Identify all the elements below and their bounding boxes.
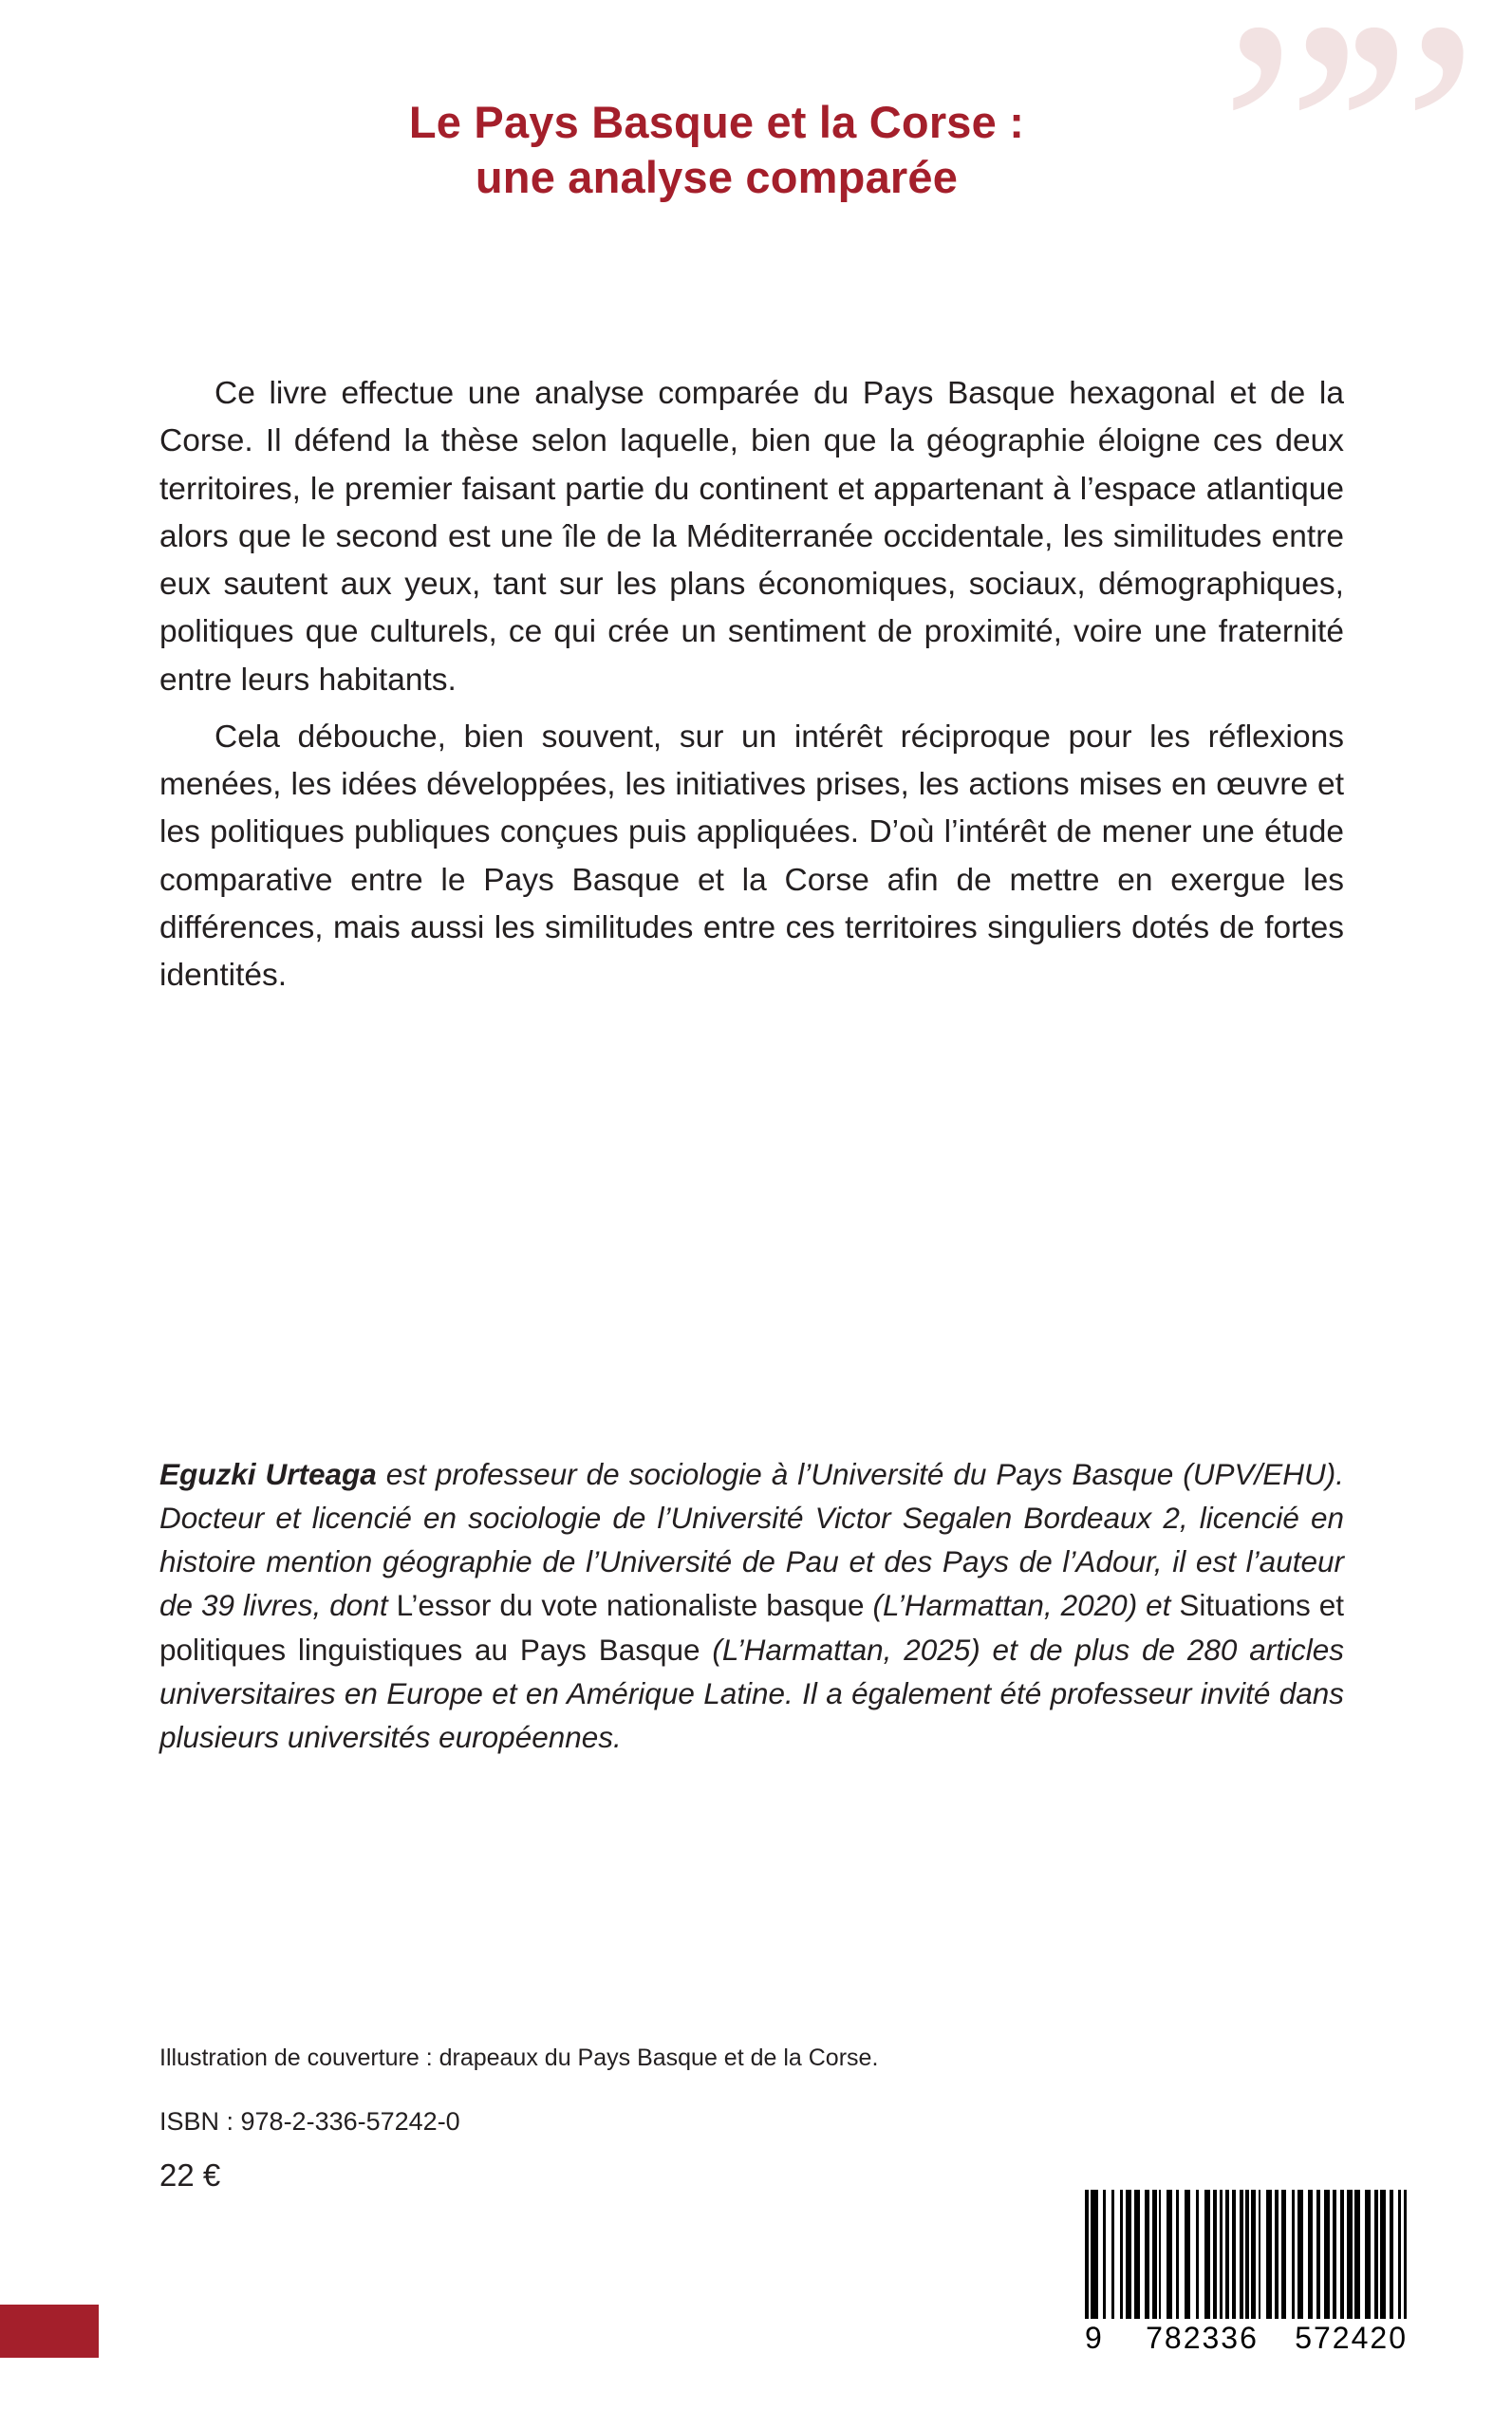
barcode-group1: 782336 [1146,2321,1259,2355]
isbn-text: ISBN : 978-2-336-57242-0 [159,2107,460,2136]
illustration-credit: Illustration de couverture : drapeaux du Pays Basque et de la Corse. [159,2045,879,2071]
page-title [104,95,1329,206]
author-bio-part3: (L’Harmattan, 2025) et de plus de 280 articles universitaires en Europe et en Amérique Latine. Il a également été professeur invité dans plusieurs universités européennes. [159,1632,1344,1754]
barcode-lead-digit: 9 [1085,2321,1104,2355]
page-title-line1: Le Pays Basque et la Corse : [408,97,1025,147]
barcode [1085,2190,1408,2356]
blurb-paragraph: Cela débouche, bien souvent, sur un intérêt réciproque pour les réflexions menées, les idées développées, les initiatives prises, les actions mises en œuvre et les politiques publiques conçues puis appliquées. D’où l’intérêt de mener une étude comparative entre le Pays Basque et la Corse afin de mettre en exergue les différences, mais aussi les similitudes entre ces territoires singuliers dotés de fortes identités. [159,719,1344,993]
author-name: Eguzki Urteaga [159,1457,377,1491]
cover-footer [159,2043,938,2194]
blurb-paragraph: Ce livre effectue une analyse comparée du Pays Basque hexagonal et de la Corse. Il défend la thèse selon laquelle, bien que la géographie éloigne ces deux territoires, le premier faisant partie du continent et appartenant à l’espace atlantique alors que le second est une île de la Méditerranée occidentale, les similitudes entre eux sautent aux yeux, tant sur les plans économiques, sociaux, démographiques, politiques que culturels, ce qui crée un sentiment de proximité, voire une fraternité entre leurs habitants. [159,376,1344,698]
author-bio-work2: Situations et politiques linguistiques au Pays Basque [159,1588,1344,1667]
author-bio [159,1452,1344,1759]
barcode-group2: 572420 [1295,2321,1408,2355]
quote-glyph-icon: ” [1335,0,1479,312]
quote-glyph-icon: ” [1220,0,1363,312]
page-title-line2: une analyse comparée [475,152,959,203]
author-bio-work1: L’essor du vote nationaliste basque [396,1588,865,1623]
barcode-digits [1085,2321,1408,2356]
barcode-bars [1085,2190,1408,2319]
author-bio-part1: est professeur de sociologie à l’Université du Pays Basque (UPV/EHU). Docteur et licencié en sociologie de l’Université Victor Segalen Bordeaux 2, licencié en histoire mention géographie de l’Université de Pau et des Pays de l’Adour, il est l’auteur de 39 livres, dont [159,1457,1344,1623]
author-bio-part2: (L’Harmattan, 2020) et [864,1588,1180,1623]
price-text: 22 € [159,2157,221,2193]
accent-block [0,2305,99,2358]
blurb [159,370,1344,1009]
